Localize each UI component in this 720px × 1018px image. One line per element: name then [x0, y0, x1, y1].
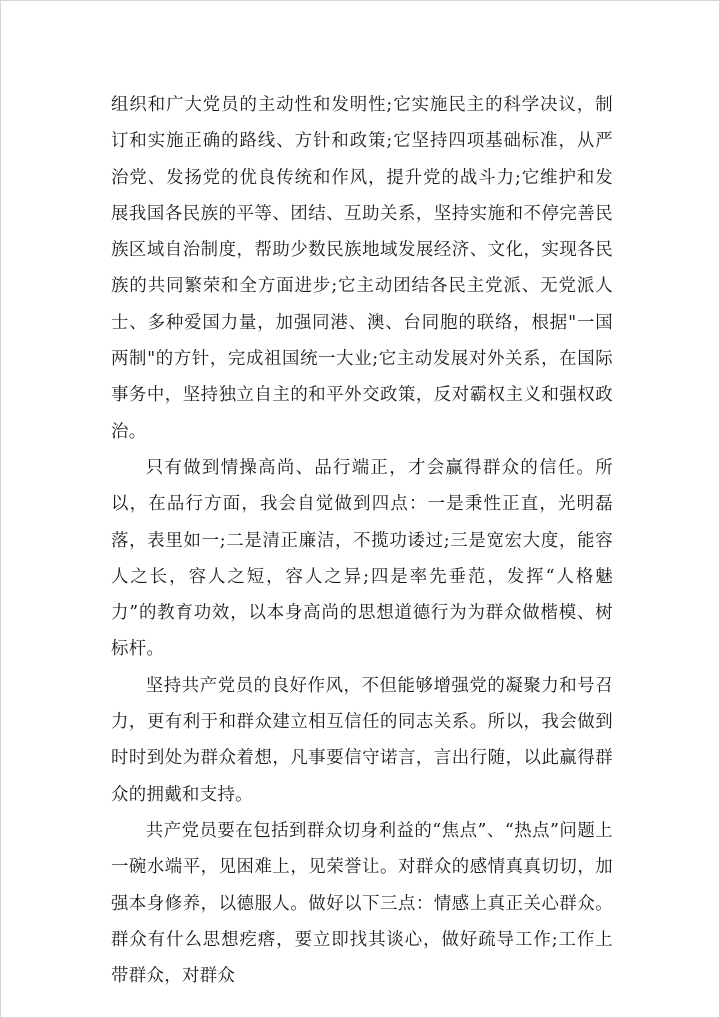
paragraph-2: 只有做到情操高尚、品行端正，才会赢得群众的信任。所以，在品行方面，我会自觉做到四点：一是秉性正直，光明磊落，表里如一;二是清正廉洁，不揽功诿过;三是宽宏大度，能容人之长，容人之短，容人之异;四是率先垂范，发挥“人格魅力”的教育功效，以本身高尚的思想道德行为为群众做楷模、树标杆。 — [111, 457, 613, 660]
paragraph-3: 坚持共产党员的良好作风，不但能够增强党的凝聚力和号召力，更有利于和群众建立相互信任的同志关系。所以，我会做到时时到处为群众着想，凡事要信守诺言，言出行随，以此赢得群众的拥戴和支持。 — [111, 675, 613, 805]
document-body — [111, 87, 613, 994]
paragraph-1: 组织和广大党员的主动性和发明性;它实施民主的科学决议，制订和实施正确的路线、方针和政策;它坚持四项基础标准，从严治党、发扬党的优良传统和作风，提升党的战斗力;它维护和发展我国各民族的平等、团结、互助关系，坚持实施和不停完善民族区域自治制度，帮助少数民族地域发展经济、文化，实现各民族的共同繁荣和全方面进步;它主动团结各民主党派、无党派人士、多种爱国力量，加强同港、澳、台同胞的联络，根据"一国两制"的方针，完成祖国统一大业;它主动发展对外关系，在国际事务中，坚持独立自主的和平外交政策，反对霸权主义和强权政治。 — [111, 95, 613, 442]
paragraph-4: 共产党员要在包括到群众切身利益的“焦点”、“热点”问题上一碗水端平，见困难上，见荣誉让。对群众的感情真真切切，加强本身修养，以德服人。做好以下三点：情感上真正关心群众。群众有什么思想疙瘩，要立即找其谈心，做好疏导工作;工作上带群众，对群众 — [111, 820, 613, 987]
